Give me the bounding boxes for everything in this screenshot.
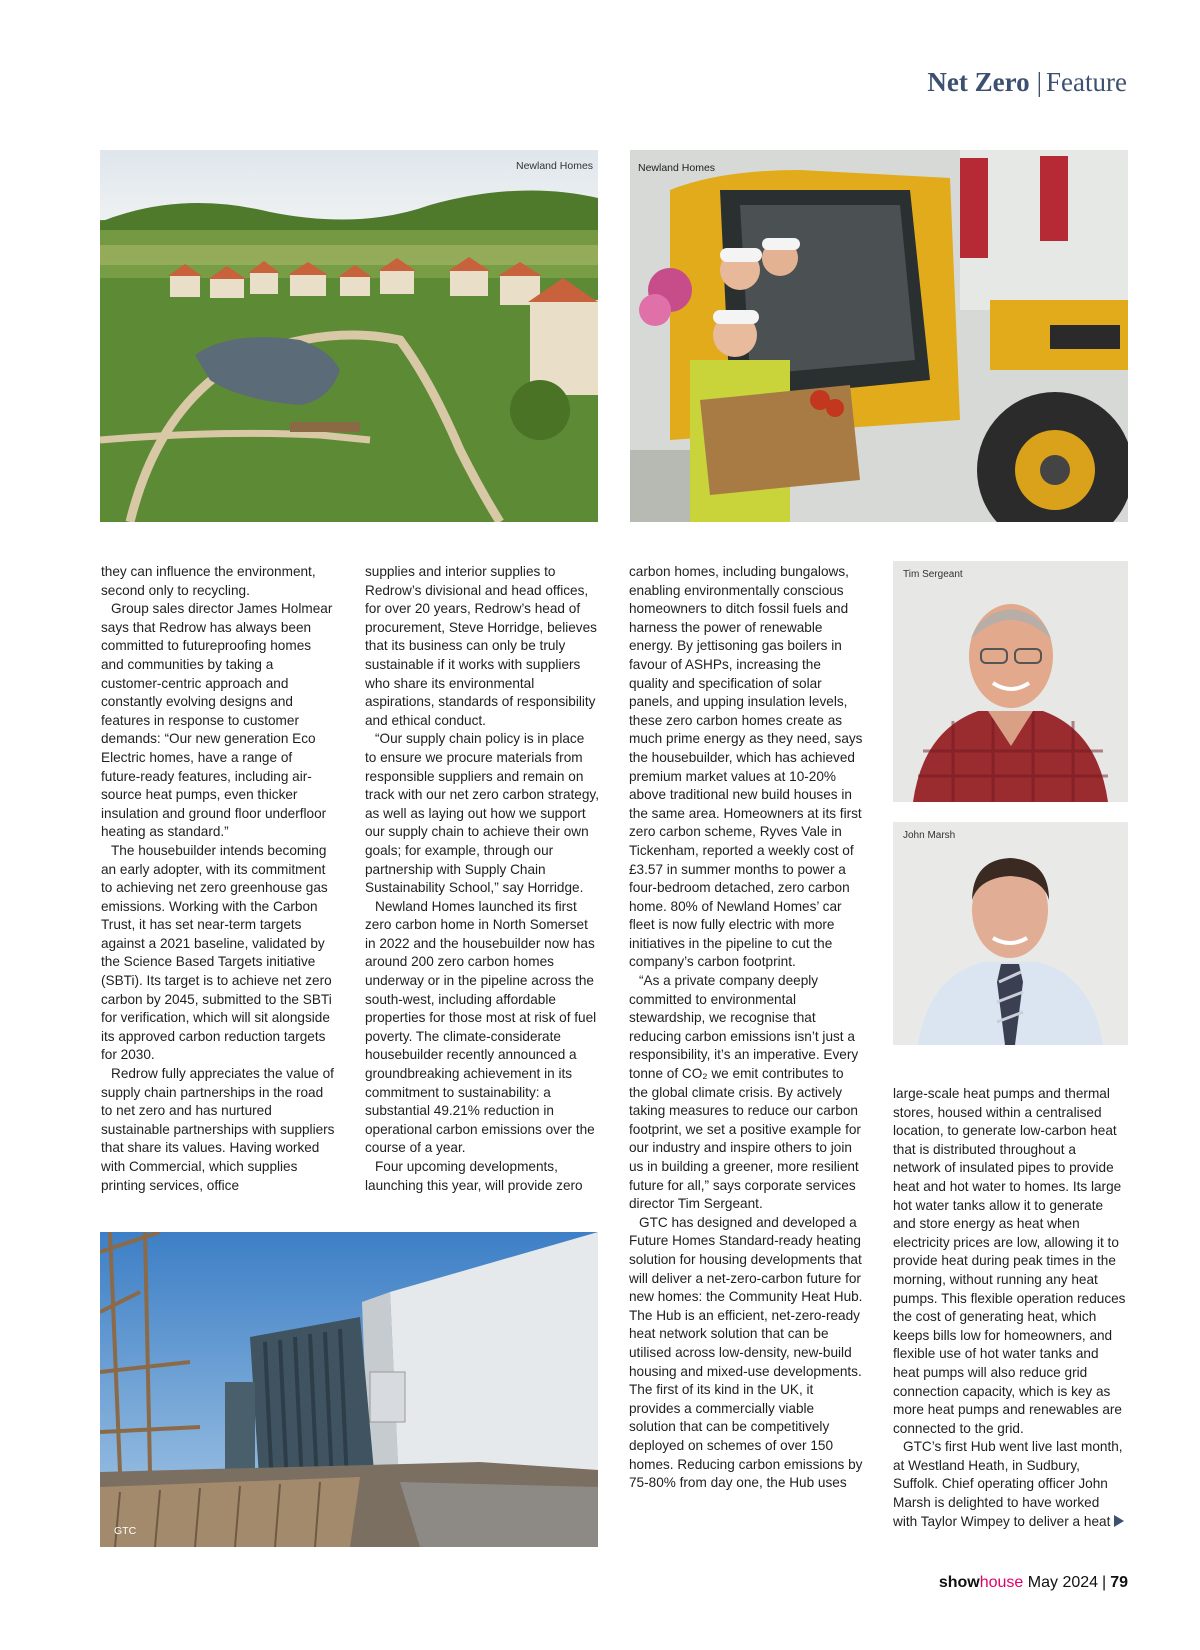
page-number: 79	[1110, 1574, 1128, 1591]
portrait-photo-john-marsh	[893, 822, 1128, 1045]
header-separator: |	[1036, 67, 1043, 97]
paragraph: Four upcoming developments, launching this year, will provide zero	[365, 1159, 583, 1193]
article-column-4	[893, 1085, 1127, 1531]
continue-arrow-icon	[1114, 1515, 1124, 1527]
paragraph: “As a private company deeply committed to environmental stewardship, we recognise that reducing carbon emissions isn’t just a responsibility, it’s an imperative. Every tonne of CO₂ we emit contributes to the global climate crisis. By actively taking measures to reduce our carbon footprint, we set a positive example for our industry and inspire others to join us in building a greener, more resilient future for all,” says corporate services director Tim Sergeant.	[629, 973, 861, 1212]
paragraph: Newland Homes launched its first zero carbon home in North Somerset in 2022 and the housebuilder now has around 200 zero carbon homes underway or in the pipeline across the south-west, including affordable properties for those most at risk of fuel poverty. The climate-considerate housebuilder recently announced a groundbreaking achievement in its commitment to sustainability: a substantial 49.21% reduction in operational carbon emissions over the course of a year.	[365, 898, 597, 1156]
tractor-team-photo	[630, 150, 1128, 522]
paragraph	[893, 1438, 1127, 1531]
footer-separator: |	[1102, 1574, 1107, 1591]
photo-credit: Newland Homes	[638, 162, 716, 174]
article-column-2	[365, 563, 599, 1195]
article-column-1	[101, 563, 335, 1195]
paragraph: “Our supply chain policy is in place to ensure we procure materials from responsible suppliers and remain on track with our net zero carbon strategy, as well as laying out how we support our supply chain to achieve their own goals; for example, through our partnership with Supply Chain Sustainability School,” say Horridge.	[365, 731, 599, 896]
paragraph: Group sales director James Holmear says that Redrow has always been committed to futureproofing homes and communities by taking a customer-centric approach and constantly evolving designs and features in response to customer demands: “Our new generation Eco Electric homes, have a range of future-ready features, including air-source heat pumps, even thicker insulation and ground floor underfloor heating as standard.”	[101, 601, 333, 840]
issue-date: May 2024	[1027, 1574, 1099, 1591]
article-column-3	[629, 563, 863, 1493]
paragraph: GTC has designed and developed a Future Homes Standard-ready heating solution for housing developments that will deliver a net-zero-carbon future for new homes: the Community Heat Hub. The Hub is an efficient, net-zero-ready heat network solution that can be utilised across low-density, new-build housing and mixed-use developments. The first of its kind in the UK, it provides a commercially viable solution that can be competitively deployed on schemes of over 150 homes. Reducing carbon emissions by 75-80% from day one, the Hub uses	[629, 1214, 863, 1491]
section-header	[927, 66, 1127, 98]
section-label: Feature	[1046, 67, 1127, 97]
paragraph: The housebuilder intends becoming an early adopter, with its commitment to achieving net zero greenhouse gas emissions. Working with the Carbon Trust, it has set near-term targets against a 2021 baseline, validated by the Science Based Targets initiative (SBTi). Its target is to achieve net zero carbon by 2045, submitted to the SBTi for verification, which will sit alongside its approved carbon reduction targets for 2030.	[101, 842, 332, 1063]
paragraph: Redrow fully appreciates the value of supply chain partnerships in the road to net zero and has nurtured sustainable partnerships with suppliers that share its values. Having worked with Commercial, which supplies printing services, office	[101, 1066, 335, 1193]
paragraph-text: GTC’s first Hub went live last month, at Westland Heath, in Sudbury, Suffolk. Chief operating officer John Marsh is delighted to have worked with Taylor Wimpey to deliver a heat	[893, 1439, 1123, 1529]
transformer-photo	[100, 1232, 598, 1547]
section-name: Net Zero	[927, 67, 1030, 97]
photo-credit: Tim Sergeant	[903, 569, 963, 580]
paragraph: they can influence the environment, second only to recycling.	[101, 564, 316, 598]
aerial-development-photo	[100, 150, 598, 522]
photo-credit: Newland Homes	[516, 160, 594, 172]
paragraph: supplies and interior supplies to Redrow’s divisional and head offices, for over 20 years, Redrow’s head of procurement, Steve Horridge, believes that its business can only be truly sustainable if it works with suppliers who share its environmental aspirations, standards of responsibility and ethical conduct.	[365, 564, 597, 728]
paragraph: carbon homes, including bungalows, enabling environmentally conscious homeowners to ditch fossil fuels and harness the power of renewable energy. By jettisoning gas boilers in favour of ASHPs, increasing the quality and specification of solar panels, and upping insulation levels, these zero carbon homes create as much prime energy as they need, says the housebuilder, which has achieved premium market values at 10-20% above traditional new build houses in the same area. Homeowners at its first zero carbon scheme, Ryves Vale in Tickenham, reported a weekly cost of £3.57 in summer months to power a four-bedroom detached, zero carbon home. 80% of Newland Homes’ car fleet is now fully electric with more initiatives in the pipeline to cut the company’s carbon footprint.	[629, 564, 863, 970]
page-footer	[939, 1572, 1128, 1594]
portrait-photo-tim-sergeant	[893, 561, 1128, 802]
magazine-brand-light: house	[979, 1574, 1024, 1591]
photo-credit: John Marsh	[903, 830, 956, 841]
paragraph: large-scale heat pumps and thermal stores, housed within a centralised location, to generate low-carbon heat that is distributed throughout a network of insulated pipes to provide heat and hot water to homes. Its large hot water tanks allow it to generate and store energy as heat when electricity prices are low, allowing it to provide heat during peak times in the morning, without running any heat pumps. This flexible operation reduces the cost of generating heat, which keeps bills low for homeowners, and flexible use of hot water tanks and heat pumps will also reduce grid connection capacity, which is key as more heat pumps and renewables are connected to the grid.	[893, 1086, 1126, 1436]
magazine-brand-bold: show	[938, 1574, 980, 1591]
photo-credit: GTC	[114, 1525, 137, 1537]
